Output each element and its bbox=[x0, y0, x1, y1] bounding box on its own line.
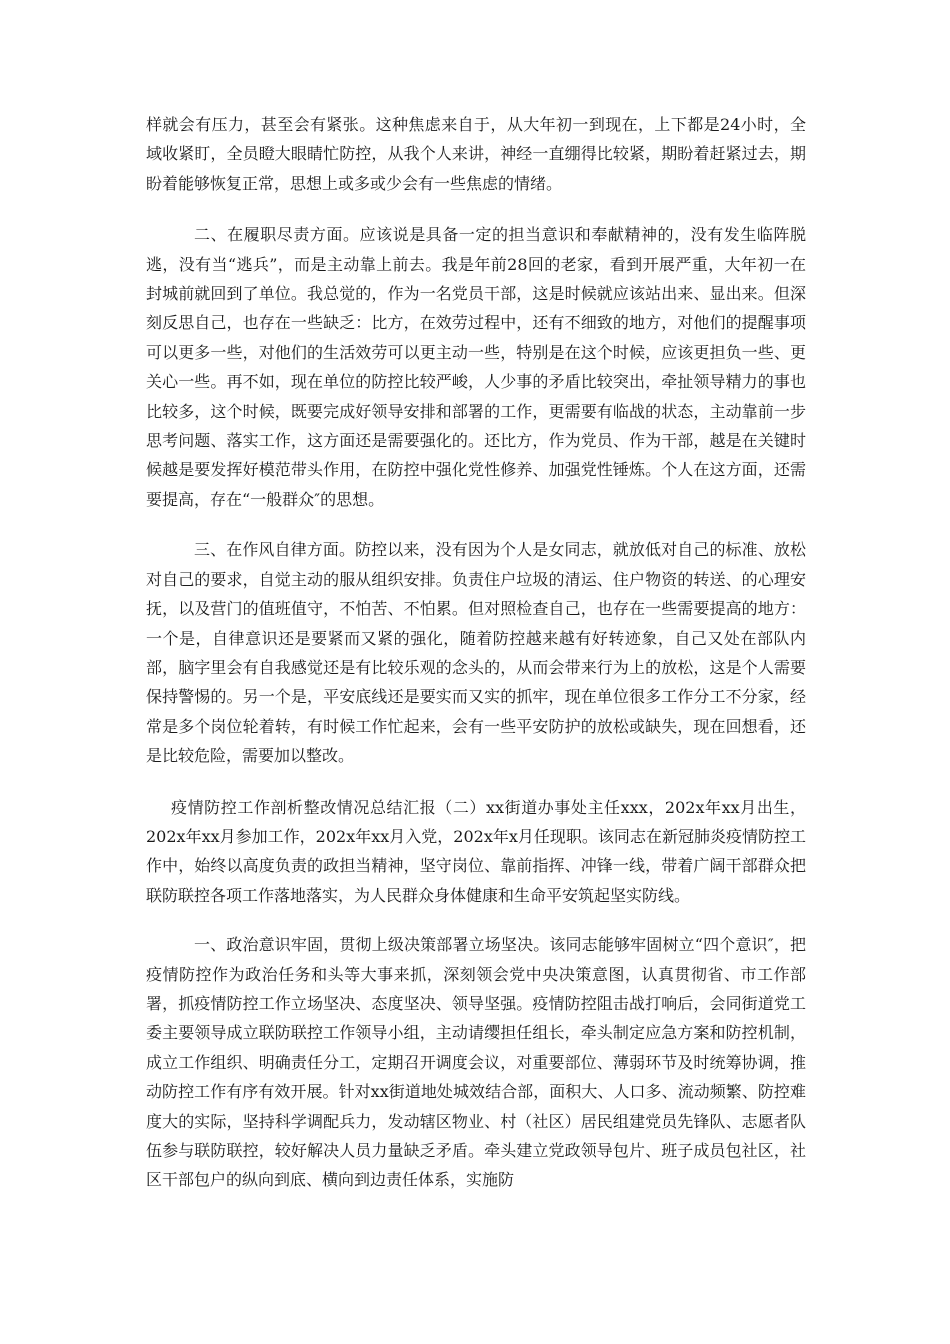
paragraph-section-three: 三、在作风自律方面。防控以来，没有因为个人是女同志，就放低对自己的标准、放松对自己的要求，自觉主动的服从组织安排。负责住户垃圾的清运、住户物资的转送、的心理安抚，以及营门的值班值守，不怕苦、不怕累。但对照检查自己，也存在一些需要提高的地方：一个是，自律意识还是要紧而又紧的强化，随着防控越来越有好转迹象，自己又处在部队内部，脑字里会有自我感觉还是有比较乐观的念头的，从而会带来行为上的放松，这是个人需要保持警惕的。另一个是，平安底线还是要实而又实的抓牢，现在单位很多工作分工不分家，经常是多个岗位轮着转，有时候工作忙起来，会有一些平安防护的放松或缺失，现在回想看，还是比较危险，需要加以整改。 bbox=[146, 540, 806, 766]
paragraph-report-intro: 疫情防控工作剖析整改情况总结汇报（二）xx街道办事处主任xxx，202x年xx月出生，202x年xx月参加工作，202x年xx月入党，202x年x月任现职。该同志在新冠肺炎疫情防控工作中，始终以高度负责的政担当精神，坚守岗位、靠前指挥、冲锋一线，带着广阔干部群众把联防联控各项工作落地落实，为人民群众身体健康和生命平安筑起坚实防线。 bbox=[146, 797, 806, 905]
paragraph-section-one: 一、政治意识牢固，贯彻上级决策部署立场坚决。该同志能够牢固树立“四个意识″，把疫情防控作为政治任务和头等大事来抓，深刻领会党中央决策意图，认真贯彻省、市工作部署，抓疫情防控工作立场坚决、态度坚决、领导坚强。疫情防控阻击战打响后，会同街道党工委主要领导成立联防联控工作领导小组，主动请缨担任组长，牵头制定应急方案和防控机制，成立工作组织、明确责任分工，定期召开调度会议，对重要部位、薄弱环节及时统筹协调，推动防控工作有序有效开展。针对xx街道地处城效结合部，面积大、人口多、流动频繁、防控难度大的实际，坚持科学调配兵力，发动辖区物业、村（社区）居民组建党员先锋队、志愿者队伍参与联防联控，较好解决人员力量缺乏矛盾。牵头建立党政领导包片、班子成员包社区，社区干部包户的纵向到底、横向到边责任体系，实施防 bbox=[146, 935, 806, 1190]
paragraph-continuation: 样就会有压力，甚至会有紧张。这种焦虑来自于，从大年初一到现在，上下都是24小时，全域收紧盯，全员瞪大眼睛忙防控，从我个人来讲，神经一直绷得比较紧，期盼着赶紧过去，期盼着能够恢复正常，思想上或多或少会有一些焦虑的情绪。 bbox=[146, 115, 806, 193]
paragraph-section-two: 二、在履职尽责方面。应该说是具备一定的担当意识和奉献精神的，没有发生临阵脱逃，没有当“逃兵”，而是主动靠上前去。我是年前28回的老家，看到开展严重，大年初一在封城前就回到了单位。我总觉的，作为一名党员干部，这是时候就应该站出来、显出来。但深刻反思自己，也存在一些缺乏：比方，在效劳过程中，还有不细致的地方，对他们的提醒事项可以更多一些，对他们的生活效劳可以更主动一些，特别是在这个时候，应该更担负一些、更关心一些。再不如，现在单位的防控比较严峻，人少事的矛盾比较突出，牵扯领导精力的事也比较多，这个时候，既要完成好领导安排和部署的工作，更需要有临战的状态，主动靠前一步思考问题、落实工作，这方面还是需要强化的。还比方，作为党员、作为干部，越是在关键时候越是要发挥好模范带头作用，在防控中强化党性修养、加强党性锤炼。个人在这方面，还需要提高，存在“一般群众″的思想。 bbox=[146, 225, 806, 509]
document-page bbox=[146, 110, 806, 1195]
